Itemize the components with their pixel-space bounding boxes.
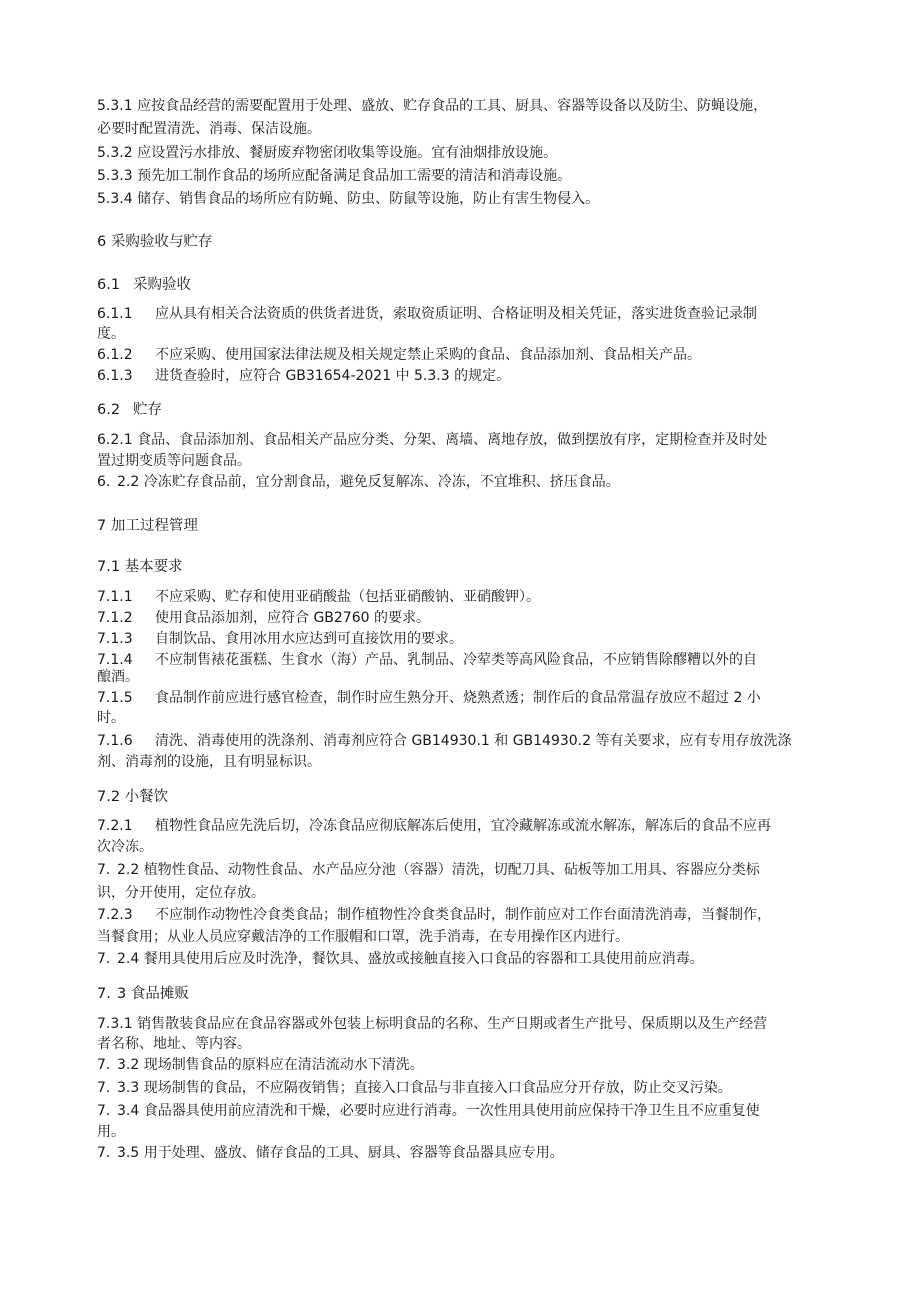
- clause-7-2-2-line-1: [97, 860, 842, 880]
- clause-7-1-3: [97, 629, 842, 649]
- clause-text: 不应制售裱花蛋糕、生食水（海）产品、乳制品、冷荤类等高风险食品，不应销售除醪糟以外的自: [155, 652, 757, 668]
- section-title: 贮存: [133, 402, 162, 418]
- clause-text: 食品制作前应进行感官检查，制作时应生熟分开、烧熟煮透；制作后的食品常温存放应不超过 2 小: [155, 690, 761, 706]
- clause-7-3-4-line-2: 用。: [97, 1124, 125, 1140]
- clause-text: 不应制作动物性冷食类食品；制作植物性冷食类食品时，制作前应对工作台面清洗消毒，当餐制作，: [155, 907, 771, 923]
- clause-number: 7.: [97, 1080, 111, 1096]
- clause-7-3-3: [97, 1078, 842, 1098]
- clause-7-3-1-line-2: 者名称、地址、等内容。: [97, 1036, 251, 1052]
- section-title: 3 食品摊贩: [117, 986, 189, 1002]
- clause-number: 7.: [97, 1057, 111, 1073]
- section-7-2-heading: 7.2 小餐饮: [97, 789, 169, 805]
- clause-7-1-5-line-2: 时。: [97, 710, 125, 726]
- clause-text: 3.2 现场制售食品的原料应在清洁流动水下清洗。: [117, 1057, 424, 1073]
- section-7-heading: 7 加工过程管理: [97, 518, 198, 534]
- clause-7-2-1-line-2: 次冷冻。: [97, 839, 153, 855]
- section-number: 7.: [97, 986, 111, 1002]
- section-number: 6.2: [97, 402, 121, 418]
- clause-text: 清洗、消毒使用的洗涤剂、消毒剂应符合 GB14930.1 和 GB14930.2 等有关要求，应有专用存放洗涤: [155, 733, 792, 749]
- clause-text: 不应采购、使用国家法律法规及相关规定禁止采购的食品、食品添加剂、食品相关产品。: [155, 347, 701, 363]
- clause-number: 7.1.3: [97, 631, 133, 647]
- section-6-heading: 6 采购验收与贮存: [97, 234, 213, 250]
- clause-5-3-4: 5.3.4 储存、销售食品的场所应有防蝇、防虫、防鼠等设施，防止有害生物侵入。: [97, 191, 600, 207]
- clause-text: 2.2 冷冻贮存食品前，宜分割食品，避免反复解冻、冷冻，不宜堆积、挤压食品。: [117, 474, 620, 490]
- clause-text: 3.3 现场制售的食品，不应隔夜销售；直接入口食品与非直接入口食品应分开存放，防止交叉污染。: [117, 1080, 732, 1096]
- clause-6-1-1-line-1: [97, 304, 842, 324]
- clause-text: 2.2 植物性食品、动物性食品、水产品应分池（容器）清洗，切配刀具、砧板等加工用具、容器应分类标: [117, 862, 760, 878]
- clause-7-1-5-line-1: [97, 688, 842, 708]
- clause-text: 3.4 食品器具使用前应清洗和干燥，必要时应进行消毒。一次性用具使用前应保持干净卫生且不应重复使: [117, 1103, 760, 1119]
- clause-7-1-6-line-1: [97, 731, 842, 751]
- clause-5-3-3: 5.3.3 预先加工制作食品的场所应配备满足食品加工需要的清洁和消毒设施。: [97, 168, 572, 184]
- section-title: 采购验收: [133, 277, 191, 293]
- clause-text: 3.5 用于处理、盛放、储存食品的工具、厨具、容器等食品器具应专用。: [117, 1145, 564, 1161]
- clause-7-1-4-line-2: 酿酒。: [97, 669, 139, 685]
- clause-number: 6.1.1: [97, 306, 133, 322]
- section-7-3-heading: [97, 984, 842, 1004]
- clause-number: 7.1.1: [97, 589, 133, 605]
- clause-number: 7.: [97, 951, 111, 967]
- clause-6-1-3: [97, 366, 842, 386]
- clause-number: 7.: [97, 1103, 111, 1119]
- clause-7-1-2: [97, 608, 842, 628]
- clause-text: 2.4 餐用具使用后应及时洗净，餐饮具、盛放或接触直接入口食品的容器和工具使用前应消毒。: [117, 951, 704, 967]
- clause-number: 7.1.4: [97, 652, 133, 668]
- clause-7-3-4-line-1: [97, 1101, 842, 1121]
- clause-5-3-1-line-2: 必要时配置清洗、消毒、保洁设施。: [97, 121, 321, 137]
- clause-number: 7.1.5: [97, 690, 133, 706]
- clause-7-2-4: [97, 949, 842, 969]
- clause-7-2-3-line-2: 当餐食用；从业人员应穿戴洁净的工作服帽和口罩，洗手消毒，在专用操作区内进行。: [97, 929, 629, 945]
- section-number: 6.1: [97, 277, 121, 293]
- section-7-1-heading: 7.1 基本要求: [97, 559, 183, 575]
- clause-text: 使用食品添加剂，应符合 GB2760 的要求。: [155, 610, 430, 626]
- clause-number: 7.: [97, 1145, 111, 1161]
- section-6-1-heading: [97, 275, 842, 295]
- clause-7-2-1-line-1: [97, 816, 842, 836]
- clause-7-3-2: [97, 1055, 842, 1075]
- clause-number: 6.1.3: [97, 368, 133, 384]
- clause-6-1-2: [97, 345, 842, 365]
- clause-text: 植物性食品应先洗后切，冷冻食品应彻底解冻后使用，宜冷藏解冻或流水解冻，解冻后的食品不应再: [155, 818, 771, 834]
- clause-7-2-2-line-2: 识，分开使用，定位存放。: [97, 885, 265, 901]
- section-6-2-heading: [97, 400, 842, 420]
- clause-number: 7.1.6: [97, 733, 133, 749]
- clause-7-2-3-line-1: [97, 905, 842, 925]
- clause-6-2-2: [97, 472, 842, 492]
- clause-5-3-2: 5.3.2 应设置污水排放、餐厨废弃物密闭收集等设施。宜有油烟排放设施。: [97, 145, 558, 161]
- clause-7-3-5: [97, 1143, 842, 1163]
- clause-text: 自制饮品、食用冰用水应达到可直接饮用的要求。: [155, 631, 463, 647]
- clause-5-3-1-line-1: 5.3.1 应按食品经营的需要配置用于处理、盛放、贮存食品的工具、厨具、容器等设备以及防尘、防蝇设施，: [97, 98, 768, 114]
- clause-number: 7.: [97, 862, 111, 878]
- clause-text: 应从具有相关合法资质的供货者进货，索取资质证明、合格证明及相关凭证，落实进货查验记录制: [155, 306, 757, 322]
- clause-text: 不应采购、贮存和使用亚硝酸盐（包括亚硝酸钠、亚硝酸钾）。: [155, 589, 540, 605]
- clause-number: 6.: [97, 474, 111, 490]
- clause-7-1-1: [97, 587, 842, 607]
- clause-6-2-1-line-2: 置过期变质等问题食品。: [97, 453, 251, 469]
- clause-7-3-1-line-1: 7.3.1 销售散装食品应在食品容器或外包装上标明食品的名称、生产日期或者生产批号、保质期以及生产经营: [97, 1016, 768, 1032]
- clause-7-1-6-line-2: 剂、消毒剂的设施，且有明显标识。: [97, 754, 321, 770]
- clause-6-1-1-line-2: 度。: [97, 326, 125, 342]
- clause-number: 7.2.1: [97, 818, 133, 834]
- clause-6-2-1-line-1: 6.2.1 食品、食品添加剂、食品相关产品应分类、分架、离墙、离地存放，做到摆放有序，定期检查并及时处: [97, 432, 768, 448]
- clause-number: 7.2.3: [97, 907, 133, 923]
- clause-number: 7.1.2: [97, 610, 133, 626]
- clause-text: 进货查验时，应符合 GB31654-2021 中 5.3.3 的规定。: [155, 368, 511, 384]
- clause-number: 6.1.2: [97, 347, 133, 363]
